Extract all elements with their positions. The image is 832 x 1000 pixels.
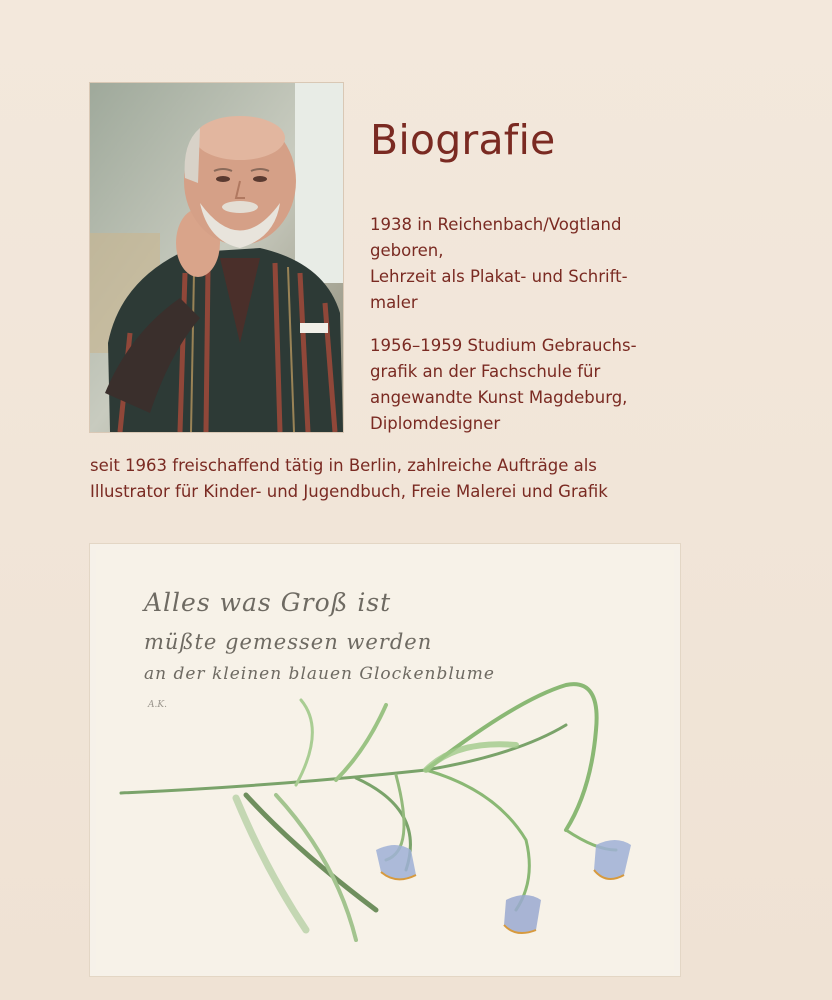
page-title: Biografie <box>370 116 556 164</box>
bio-line: Diplomdesigner <box>370 414 501 433</box>
bio-line: grafik an der Fachschule für <box>370 362 601 381</box>
handwriting-line-1: Alles was Groß ist <box>144 588 392 617</box>
portrait-photo <box>90 83 343 432</box>
bio-line: angewandte Kunst Magdeburg, <box>370 388 628 407</box>
bio-line: 1938 in Reichenbach/Vogtland <box>370 215 622 234</box>
bio-paragraph-3 <box>90 453 608 505</box>
artist-signature: A.K. <box>148 700 167 710</box>
bio-paragraph-2 <box>370 333 637 437</box>
bio-line: Illustrator für Kinder- und Jugendbuch, Freie Malerei und Grafik <box>90 482 608 501</box>
bio-line: Lehrzeit als Plakat- und Schrift- <box>370 267 628 286</box>
bio-line: 1956–1959 Studium Gebrauchs- <box>370 336 637 355</box>
bio-line: seit 1963 freischaffend tätig in Berlin, zahlreiche Aufträge als <box>90 456 597 475</box>
bio-paragraph-1 <box>370 212 628 316</box>
handwriting-line-2: müßte gemessen werden <box>144 630 433 654</box>
handwriting-line-3: an der kleinen blauen Glockenblume <box>144 664 495 684</box>
bio-line: geboren, <box>370 241 444 260</box>
bellflower-drawing <box>96 550 674 970</box>
bio-line: maler <box>370 293 418 312</box>
